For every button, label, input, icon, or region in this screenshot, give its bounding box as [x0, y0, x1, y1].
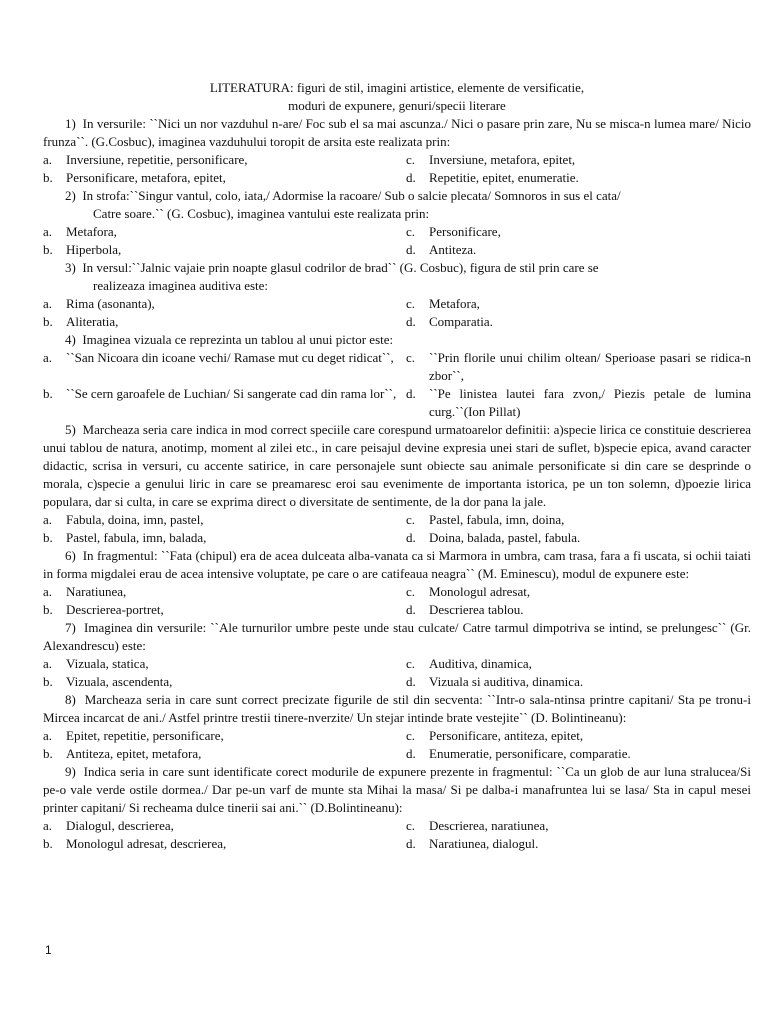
option-letter: a. — [43, 512, 53, 527]
option-text: Naratiunea, dialogul. — [429, 836, 539, 851]
question-item — [43, 619, 751, 691]
question-text-block — [43, 421, 751, 511]
option-letter: d. — [406, 386, 416, 401]
option-text: Rima (asonanta), — [66, 296, 155, 311]
option-text: Descrierea, naratiunea, — [429, 818, 549, 833]
option-text: ``Prin florile unui chilim oltean/ Sperioase pasari se ridica-n zbor``, — [429, 350, 751, 383]
option-letter: c. — [406, 818, 416, 833]
question-item — [43, 187, 751, 259]
question-text-block — [43, 763, 751, 817]
option-text: Inversiune, metafora, epitet, — [429, 152, 576, 167]
question-item — [43, 547, 751, 619]
option-letter: a. — [43, 728, 53, 743]
question-text-block — [43, 259, 751, 295]
option-letter: d. — [406, 314, 416, 329]
answer-option — [406, 169, 751, 187]
option-text: Doina, balada, pastel, fabula. — [429, 530, 581, 545]
option-text: Vizuala, statica, — [66, 656, 149, 671]
option-letter: b. — [43, 242, 53, 257]
answer-option — [43, 241, 406, 259]
option-text: Descrierea tablou. — [429, 602, 524, 617]
answer-option — [406, 817, 751, 835]
option-letter: d. — [406, 530, 416, 545]
question-item — [43, 763, 751, 853]
option-letter: d. — [406, 602, 416, 617]
option-text: Personificare, — [429, 224, 501, 239]
answer-option — [406, 529, 751, 547]
option-text: Personificare, metafora, epitet, — [66, 170, 226, 185]
option-text: ``Pe linistea lautei fara zvon,/ Piezis petale de lumina curg.``(Ion Pillat) — [429, 386, 751, 419]
answer-option — [43, 655, 406, 673]
question-text: In versurile: ``Nici un nor vazduhul n-are/ Foc sub el sa mai ascunza./ Nici o pasare prin zare, Nu se misca-n lumea mare/ Nicio frunza``. (G.Cosbuc), imaginea vazduhului toropit de arsita este realizata prin: — [43, 116, 752, 149]
question-item — [43, 259, 751, 331]
question-text: In fragmentul: ``Fata (chipul) era de acea dulceata alba-vanata ca si Marmora in umbra, cam trasa, fara a fi uscata, si ochii taiati in forma migdalei erau de acea intensive voluptate, pe care o are catifeaua neagra`` (M. Eminescu), modul de expunere este: — [43, 548, 752, 581]
option-letter: d. — [406, 674, 416, 689]
answer-option — [406, 349, 751, 385]
option-text: Auditiva, dinamica, — [429, 656, 532, 671]
question-text-block — [43, 115, 751, 151]
option-letter: d. — [406, 836, 416, 851]
question-list — [43, 115, 751, 853]
answer-option — [43, 817, 406, 835]
option-letter: b. — [43, 530, 53, 545]
document-title — [43, 79, 751, 115]
option-text: Vizuala, ascendenta, — [66, 674, 173, 689]
answer-option — [43, 295, 406, 313]
option-letter: b. — [43, 170, 53, 185]
page-number: 1 — [45, 943, 52, 957]
answer-option — [43, 349, 406, 385]
question-item — [43, 115, 751, 187]
question-number: 6) — [65, 548, 76, 563]
option-letter: d. — [406, 242, 416, 257]
option-letter: c. — [406, 350, 416, 365]
option-text: Metafora, — [429, 296, 480, 311]
option-letter: a. — [43, 656, 53, 671]
answer-options — [43, 727, 751, 763]
option-text: Comparatia. — [429, 314, 493, 329]
answer-option — [43, 169, 406, 187]
question-text: In strofa:``Singur vantul, colo, iata,/ Adormise la racoare/ Sub o salcie plecata/ Somnoros in sus el cata/ — [82, 188, 621, 203]
option-text: Vizuala si auditiva, dinamica. — [429, 674, 584, 689]
option-text: Hiperbola, — [66, 242, 122, 257]
question-text: Indica seria in care sunt identificate corect modurile de expunere prezente in fragmentul: ``Ca un glob de aur luna straluceа/Si pe-o vale verde ostile dormea./ Dar pe-un varf de munte sta Mihai la masa/ Si pe dalba-i manafruntea lui se lasa/ Sta in capul mesei printer capitani/ Si recheama dulce tinerii sai ani.`` (D.Bolintineanu): — [43, 764, 751, 815]
question-text: Imaginea vizuala ce reprezinta un tablou al unui pictor este: — [82, 332, 394, 347]
answer-options — [43, 151, 751, 187]
question-text: In versul:``Jalnic vajaie prin noapte glasul codrilor de brad`` (G. Cosbuc), figura de stil prin care se — [82, 260, 599, 275]
option-letter: a. — [43, 818, 53, 833]
question-number: 1) — [65, 116, 76, 131]
option-text: Dialogul, descrierea, — [66, 818, 174, 833]
option-letter: b. — [43, 314, 53, 329]
question-number: 5) — [65, 422, 76, 437]
option-text: Fabula, doina, imn, pastel, — [66, 512, 204, 527]
answer-option — [406, 673, 751, 691]
question-text-block — [43, 547, 751, 583]
answer-option — [406, 295, 751, 313]
option-text: Antiteza, epitet, metafora, — [66, 746, 202, 761]
question-text-continuation: Catre soare.`` (G. Cosbuc), imaginea vantului este realizata prin: — [93, 206, 430, 221]
question-number: 2) — [65, 188, 76, 203]
option-letter: a. — [43, 296, 53, 311]
option-text: Aliteratia, — [66, 314, 119, 329]
answer-option — [406, 313, 751, 331]
answer-options — [43, 223, 751, 259]
option-text: Antiteza. — [429, 242, 477, 257]
document-page — [43, 79, 751, 853]
title-line-2: moduri de expunere, genuri/specii literare — [288, 98, 506, 113]
option-text: Inversiune, repetitie, personificare, — [66, 152, 248, 167]
option-letter: b. — [43, 386, 53, 401]
option-text: Monologul adresat, — [429, 584, 531, 599]
option-letter: b. — [43, 746, 53, 761]
option-letter: d. — [406, 746, 416, 761]
option-text: Metafora, — [66, 224, 117, 239]
option-letter: a. — [43, 350, 53, 365]
option-letter: a. — [43, 584, 53, 599]
answer-option — [43, 601, 406, 619]
option-letter: c. — [406, 296, 416, 311]
question-number: 9) — [65, 764, 76, 779]
answer-options — [43, 655, 751, 691]
option-text: ``San Nicoara din icoane vechi/ Ramase mut cu deget ridicat``, — [66, 350, 394, 365]
option-letter: b. — [43, 674, 53, 689]
answer-option — [406, 835, 751, 853]
question-item — [43, 421, 751, 547]
option-letter: a. — [43, 152, 53, 167]
option-text: Monologul adresat, descrierea, — [66, 836, 227, 851]
question-text-block — [43, 619, 751, 655]
option-letter: c. — [406, 224, 416, 239]
option-letter: c. — [406, 728, 416, 743]
answer-option — [406, 745, 751, 763]
answer-option — [43, 673, 406, 691]
answer-option — [406, 583, 751, 601]
answer-option — [43, 511, 406, 529]
answer-option — [406, 223, 751, 241]
answer-option — [406, 655, 751, 673]
option-text: Enumeratie, personificare, comparatie. — [429, 746, 631, 761]
option-letter: b. — [43, 836, 53, 851]
question-item — [43, 331, 751, 421]
question-number: 3) — [65, 260, 76, 275]
option-text: ``Se cern garoafele de Luchian/ Si sangerate cad din rama lor``, — [66, 386, 397, 401]
option-text: Pastel, fabula, imn, doina, — [429, 512, 565, 527]
question-item — [43, 691, 751, 763]
option-letter: d. — [406, 170, 416, 185]
answer-option — [43, 313, 406, 331]
option-text: Descrierea-portret, — [66, 602, 164, 617]
question-number: 4) — [65, 332, 76, 347]
option-text: Personificare, antiteza, epitet, — [429, 728, 584, 743]
option-letter: a. — [43, 224, 53, 239]
answer-option — [406, 601, 751, 619]
answer-option — [406, 241, 751, 259]
question-number: 7) — [65, 620, 76, 635]
answer-option — [43, 835, 406, 853]
answer-option — [43, 385, 406, 421]
answer-option — [406, 511, 751, 529]
option-text: Epitet, repetitie, personificare, — [66, 728, 224, 743]
title-line-1: LITERATURA: figuri de stil, imagini artistice, elemente de versificatie, — [209, 80, 585, 95]
answer-option — [43, 529, 406, 547]
option-text: Naratiunea, — [66, 584, 127, 599]
option-letter: c. — [406, 152, 416, 167]
answer-option — [43, 727, 406, 745]
option-letter: b. — [43, 602, 53, 617]
option-letter: c. — [406, 656, 416, 671]
question-text: Marcheaza seria in care sunt correct precizate figurile de stil din secventa: ``Intr-o sala-ntinsa printre capitani/ Sta pe tronu-i Mircea incarcat de ani./ Astfel printre trestii tinere-nverzite/ Un stejar intinde brate vestejite`` (D. Bolintineanu): — [43, 692, 751, 725]
answer-option — [43, 151, 406, 169]
answer-option — [43, 745, 406, 763]
answer-option — [406, 385, 751, 421]
option-letter: c. — [406, 584, 416, 599]
answer-options — [43, 583, 751, 619]
question-text-block — [43, 187, 751, 223]
question-number: 8) — [65, 692, 76, 707]
answer-options — [43, 511, 751, 547]
question-text-block — [43, 691, 751, 727]
option-text: Pastel, fabula, imn, balada, — [66, 530, 207, 545]
question-text-block — [43, 331, 751, 349]
option-letter: c. — [406, 512, 416, 527]
question-text: Imaginea din versurile: ``Ale turnurilor umbre peste unde stau culcate/ Catre tarmul dimpotriva se intind, se prelungesc`` (Gr. Alexandrescu) este: — [43, 620, 752, 653]
option-text: Repetitie, epitet, enumeratie. — [429, 170, 579, 185]
question-text: Marcheaza seria care indica in mod correct speciile care corespund urmatoarelor definitii: a)specie lirica ce constituie descrierea unui tablou de natura, anotimp, moment al zilei etc., in care peisajul devine expresia unei stari de suflet, b)specie epica, avand caracter didactic, scrisa in versuri, cu accente satirice, in care personajele sunt obiecte sau animale personificate si din care se desprinde o morala, c)specie a genului liric in care se preamaresc eroi sau evenimente de importanta istorica, pe un ton solemn, d)poezie lirica populara, dar si culta, in care se exprima direct o diversitate de sentimente, de la dor pana la jale. — [43, 422, 751, 509]
answer-options — [43, 349, 751, 421]
answer-option — [43, 583, 406, 601]
answer-options — [43, 295, 751, 331]
answer-option — [406, 727, 751, 745]
answer-option — [43, 223, 406, 241]
answer-options — [43, 817, 751, 853]
question-text-continuation: realizeaza imaginea auditiva este: — [93, 278, 269, 293]
answer-option — [406, 151, 751, 169]
